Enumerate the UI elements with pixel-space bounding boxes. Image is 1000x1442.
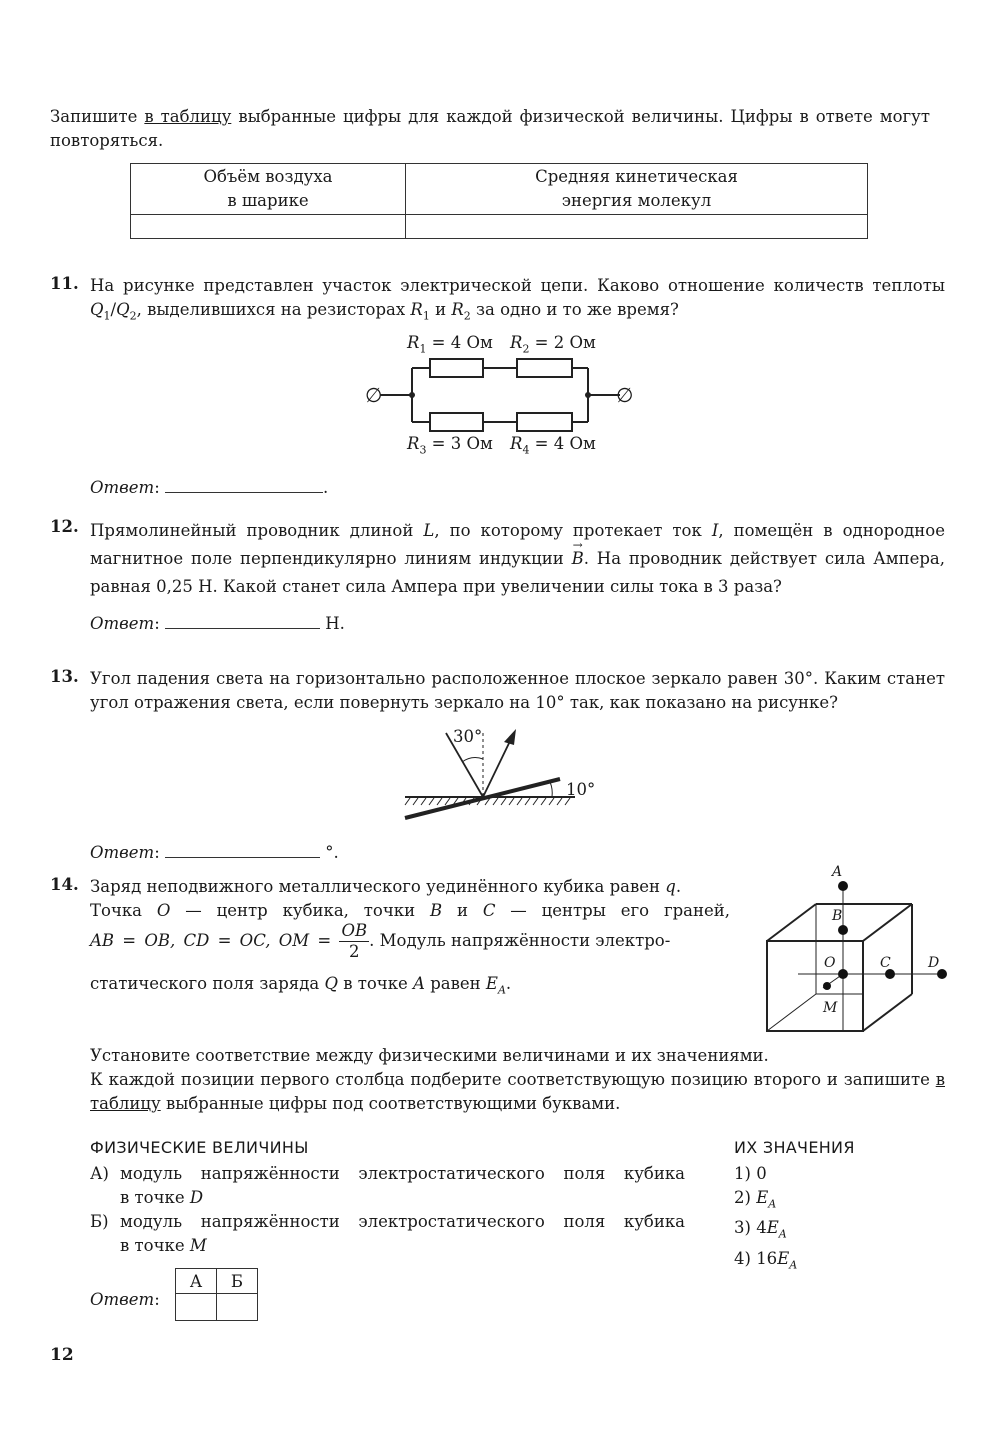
cube-edge-tr	[863, 904, 912, 941]
answer-table-q10	[130, 163, 868, 239]
label-r2: $R_2 = 2$ Ом	[510, 333, 596, 356]
cube-hidden-bottom	[767, 994, 816, 1031]
answer-cell-volume[interactable]	[131, 215, 406, 239]
label-point-b: B	[832, 908, 843, 924]
question-number-13: 13.	[50, 667, 79, 686]
instruction-14: Установите соответствие между физическими величинами и их значениями. К каждой позиции первого столбца подберите соответствующую позицию второго и запишите в таблицу выбранные цифры под соответствующими буквами.	[90, 1046, 945, 1113]
label-point-m: M	[823, 1000, 838, 1016]
answer-line-12: Ответ: Н.	[90, 610, 345, 633]
question-text-14-line3: AB = OB, CD = OC, OM = $\frac{OB}{2}$ . Модуль напряжённости электро-	[90, 921, 671, 961]
question-text-12: Прямолинейный проводник длиной L, по которому протекает ток I, помещён в однородное магнитное поле перпендикулярно линиям индукции → B. На проводник действует сила Ампера, равная 0,25 Н. Какой станет сила Ампера при увеличении силы тока в 3 раза?	[90, 521, 945, 596]
resistor-r4	[517, 413, 572, 431]
question-number-12: 12.	[50, 517, 79, 536]
mirror-diagram	[400, 725, 600, 825]
answer-line-13: Ответ: °.	[90, 839, 339, 862]
intro-text: Запишите в таблицу выбранные цифры для каждой физической величины. Цифры в ответе могут повторяться.	[50, 107, 930, 150]
label-point-a: A	[832, 864, 843, 880]
answer-field-13[interactable]	[165, 839, 320, 858]
answer-field-12[interactable]	[165, 610, 320, 629]
point-b	[838, 925, 848, 935]
value-4: 4) $16E_A$	[734, 1248, 798, 1271]
page-number: 12	[50, 1345, 74, 1365]
table-link-14: в таблицу	[90, 1070, 945, 1113]
node-right	[585, 392, 591, 398]
cube-front-face	[767, 941, 863, 1031]
resistor-r1	[430, 359, 483, 377]
resistor-r3	[430, 413, 483, 431]
reflected-ray	[483, 737, 512, 797]
value-2: 2) $E_A$	[734, 1188, 777, 1211]
answer-cell-a[interactable]	[176, 1294, 217, 1321]
value-list	[734, 1162, 797, 1277]
label-r3: $R_3 = 3$ Ом	[407, 434, 493, 457]
label-r4: $R_4 = 4$ Ом	[510, 434, 596, 457]
question-text-11: На рисунке представлен участок электрической цепи. Каково отношение количеств теплоты $Q_1/Q_2$, выделившихся на резисторах $R_1$ и $R_2$ за одно и то же время?	[90, 276, 945, 323]
question-text-14-line2: Точка O — центр кубика, точки B и C — центры его граней,	[90, 901, 730, 920]
answer-cell-b[interactable]	[217, 1294, 258, 1321]
angle-arc-10	[550, 782, 552, 797]
right-column-header: ИХ ЗНАЧЕНИЯ	[734, 1138, 855, 1157]
angle-label-30: 30°	[453, 727, 483, 746]
left-column-header: ФИЗИЧЕСКИЕ ВЕЛИЧИНЫ	[90, 1138, 309, 1157]
cube-edge-tl	[767, 904, 816, 941]
answer-label-14: Ответ:	[90, 1290, 160, 1309]
item-a: А) модуль напряжённости электростатического поля кубика в точке D	[90, 1164, 685, 1207]
node-left	[409, 392, 415, 398]
answer-table-14	[175, 1268, 258, 1321]
question-text-13: Угол падения света на горизонтально расположенное плоское зеркало равен 30°. Каким станет угол отражения света, если повернуть зеркало на 10° так, как показано на рисунке?	[90, 669, 945, 712]
terminal-left: ∅	[365, 383, 383, 407]
terminal-right: ∅	[616, 383, 634, 407]
table-link: в таблицу	[144, 107, 232, 126]
label-point-d: D	[928, 955, 940, 971]
circuit-diagram	[370, 355, 630, 435]
point-o	[838, 969, 848, 979]
cube-edge-br	[863, 994, 912, 1031]
question-number-14: 14.	[50, 875, 79, 894]
question-number-11: 11.	[50, 274, 79, 293]
point-m	[823, 982, 831, 990]
question-text-14-line1: Заряд неподвижного металлического уединённого кубика равен q.	[90, 877, 682, 896]
rotated-mirror	[405, 779, 560, 818]
angle-arc-30	[462, 758, 483, 762]
table-header-volume: Объём воздуха в шарике	[131, 164, 406, 215]
answer-field-11[interactable]	[165, 474, 323, 493]
fraction-ob-2: $\frac{OB}{2}$	[341, 921, 368, 961]
answer-col-a: А	[176, 1269, 217, 1294]
point-a	[838, 881, 848, 891]
value-3: 3) $4E_A$	[734, 1218, 787, 1241]
answer-cell-energy[interactable]	[406, 215, 868, 239]
value-1: 1) 0	[734, 1164, 767, 1183]
label-point-c: C	[880, 955, 891, 971]
angle-label-10: 10°	[566, 780, 596, 799]
table-header-energy: Средняя кинетическая энергия молекул	[406, 164, 868, 215]
answer-col-b: Б	[217, 1269, 258, 1294]
label-point-o: O	[824, 955, 836, 971]
label-r1: $R_1 = 4$ Ом	[407, 333, 493, 356]
item-b: Б) модуль напряжённости электростатического поля кубика в точке M	[90, 1212, 685, 1255]
resistor-r2	[517, 359, 572, 377]
reflected-ray-arrowhead	[504, 729, 516, 745]
question-text-14-line4: статического поля заряда Q в точке A равен $E_A$.	[90, 974, 512, 997]
answer-line-11: Ответ: .	[90, 474, 328, 497]
